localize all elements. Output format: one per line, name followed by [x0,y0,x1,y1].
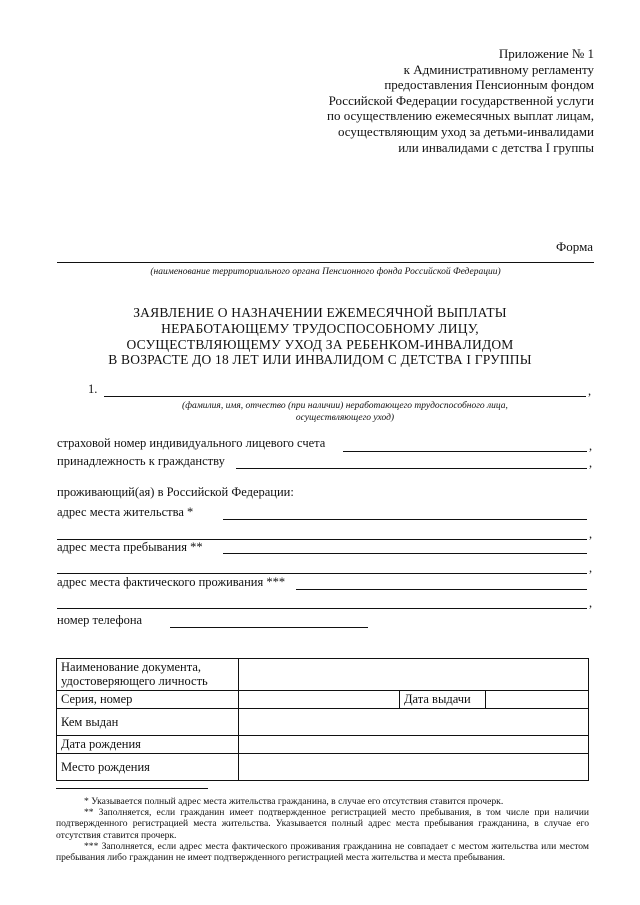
doc-name-label: Наименование документа, удостоверяющего личность [57,659,239,691]
title-line: НЕРАБОТАЮЩЕМУ ТРУДОСПОСОБНОМУ ЛИЦУ, [161,320,479,336]
actual-address-line[interactable] [296,589,587,590]
table-row [57,659,589,691]
actual-address-label: адрес места фактического проживания *** [57,575,286,589]
stay-address-line-2[interactable] [57,573,587,574]
caption-line: осуществляющего уход) [295,413,395,423]
table-row [57,691,589,709]
issued-by-label: Кем выдан [57,709,239,736]
footnote: ** Заполняется, если гражданин имеет подтвержденное регистрацией место пребывания, в том числе при наличии подтвержденного регистрацией места жительства. Указывается полный адрес места пребывания гражданина, в случае его отсутствия ставится прочерк. [56,807,589,841]
residence-address-line[interactable] [223,519,587,520]
insurance-number-line[interactable] [343,451,587,452]
page-title [90,305,550,368]
birth-place-cell[interactable] [239,754,589,781]
id-document-table [56,658,589,781]
comma: , [589,439,593,453]
title-line: ЗАЯВЛЕНИЕ О НАЗНАЧЕНИИ ЕЖЕМЕСЯЧНОЙ ВЫПЛАТЫ [133,305,507,320]
table-row [57,736,589,754]
doc-name-cell[interactable] [239,659,589,691]
residing-label: проживающий(ая) в Российской Федерации: [57,485,294,499]
stay-address-line[interactable] [223,553,587,554]
phone-line[interactable] [170,627,368,628]
comma: , [589,561,593,575]
full-name-caption [104,400,586,424]
table-row [57,709,589,736]
form-label: Форма [556,239,593,254]
caption-line: (фамилия, имя, отчество (при наличии) неработающего трудоспособного лица, [182,401,508,411]
phone-label: номер телефона [57,613,143,627]
appendix-line: предоставления Пенсионным фондом [384,77,594,93]
org-name-line[interactable] [57,262,594,263]
footnote: *** Заполняется, если адрес места фактического проживания гражданина не совпадает с местом жительства или местом пребывания либо гражданин не имеет подтвержденного регистрацией места жительства и места пребывания. [56,840,589,864]
org-caption: (наименование территориального органа Пенсионного фонда Российской Федерации) [150,267,501,277]
footnote-divider [56,788,208,789]
appendix-line: Приложение № 1 [498,46,594,61]
issued-by-cell[interactable] [239,709,589,736]
full-name-line[interactable] [104,396,586,397]
title-line: В ВОЗРАСТЕ ДО 18 ЛЕТ ИЛИ ИНВАЛИДОМ С ДЕТСТВА I ГРУППЫ [108,352,532,368]
appendix-line: или инвалидами с детства I группы [398,139,594,155]
appendix-line: по осуществлению ежемесячных выплат лицам, [326,108,594,124]
issue-date-label: Дата выдачи [400,691,486,709]
comma: , [589,456,593,470]
appendix-line: Российской Федерации государственной услуги [328,92,594,108]
actual-address-line-2[interactable] [57,608,587,609]
issue-date-cell[interactable] [486,691,589,709]
comma: , [588,384,592,398]
birth-date-cell[interactable] [239,736,589,754]
footnotes [56,796,589,863]
appendix-header [300,46,594,155]
insurance-number-label: страховой номер индивидуального лицевого счета [57,436,326,450]
table-row [57,754,589,781]
citizenship-label: принадлежность к гражданству [57,454,225,468]
appendix-line: осуществляющим уход за детьми-инвалидами [337,123,594,139]
series-number-cell[interactable] [239,691,400,709]
stay-address-label: адрес места пребывания ** [57,540,203,554]
title-line: ОСУЩЕСТВЛЯЮЩЕМУ УХОД ЗА РЕБЕНКОМ-ИНВАЛИДОМ [126,336,514,352]
series-number-label: Серия, номер [57,691,239,709]
item-number: 1. [88,382,98,396]
comma: , [589,527,593,541]
comma: , [589,596,593,610]
birth-date-label: Дата рождения [57,736,239,754]
appendix-line: к Административному регламенту [403,61,594,77]
citizenship-line[interactable] [236,468,587,469]
footnote: * Указывается полный адрес места жительства гражданина, в случае его отсутствия ставится прочерк. [84,796,504,807]
residence-address-label: адрес места жительства * [57,505,194,519]
birth-place-label: Место рождения [57,754,239,781]
